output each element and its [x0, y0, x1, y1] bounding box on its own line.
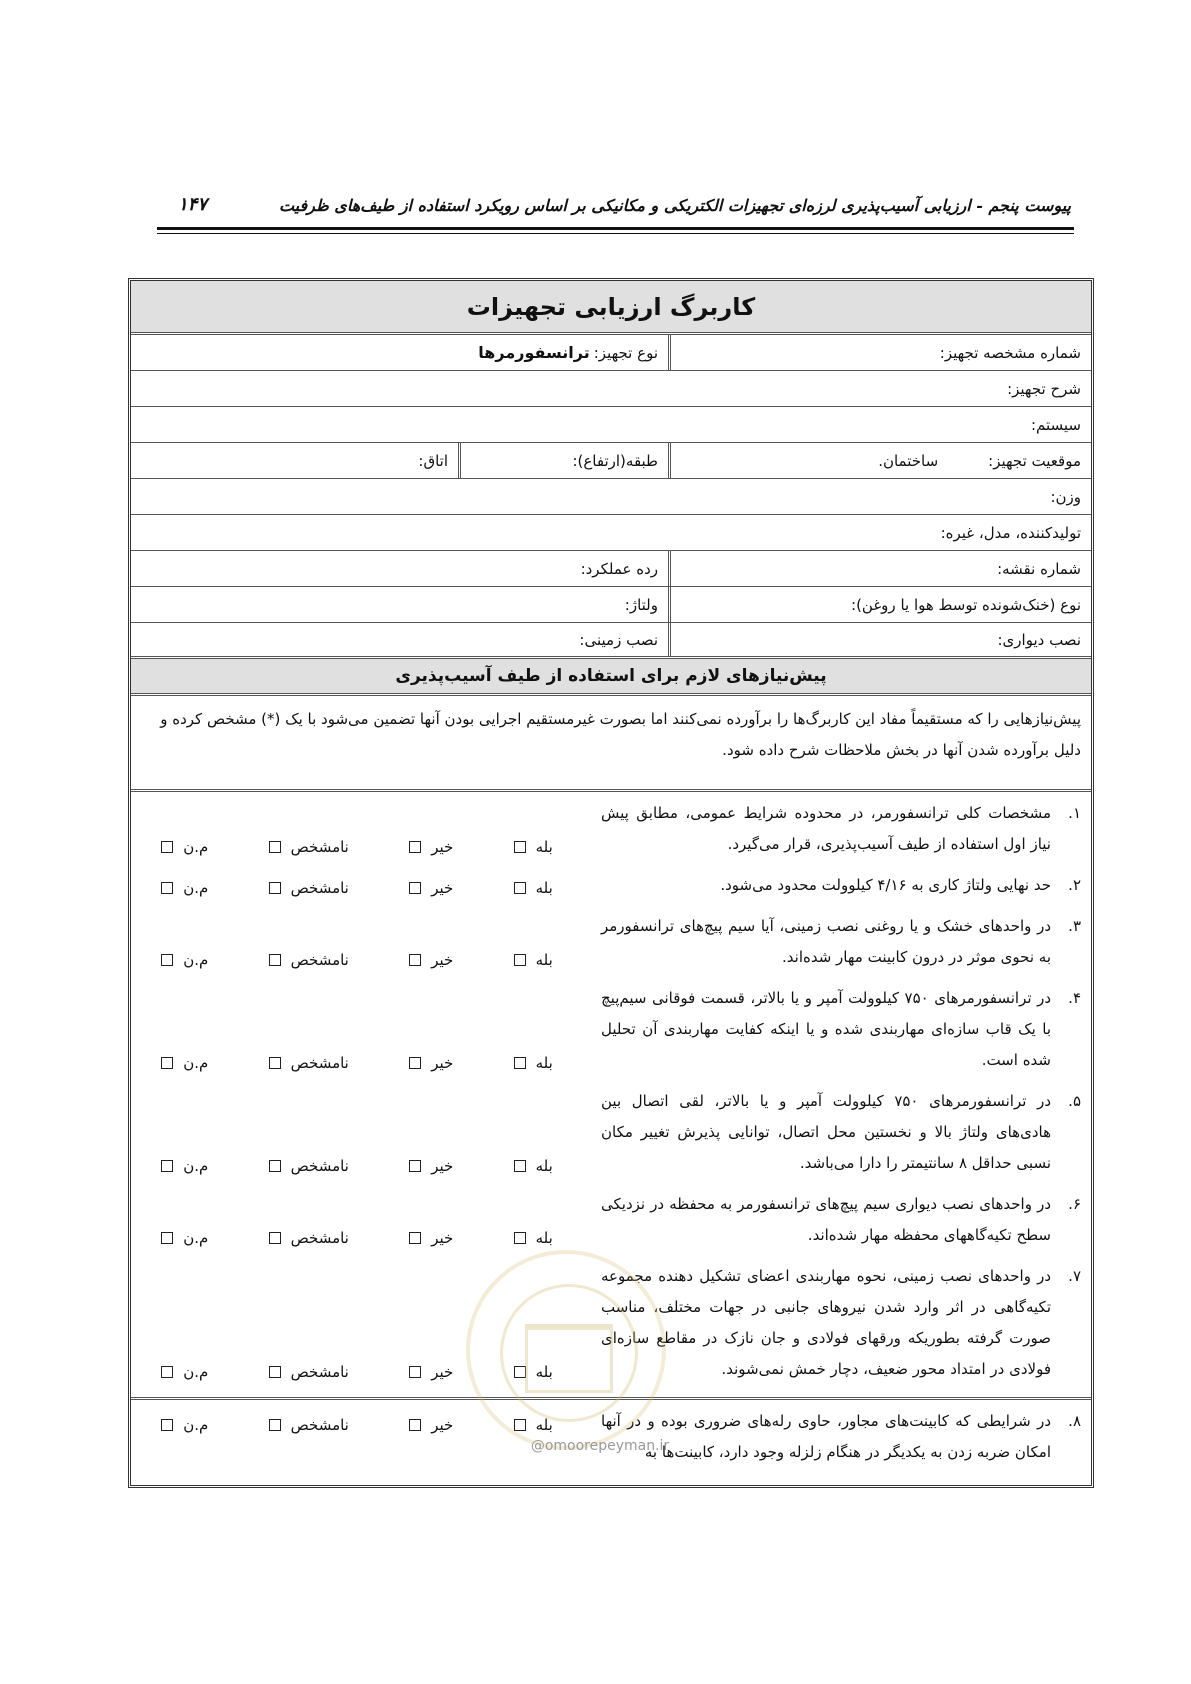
- option-label: نامشخص: [290, 1157, 349, 1175]
- checkbox-no[interactable]: [409, 1057, 421, 1069]
- checkbox-unknown[interactable]: [269, 1232, 281, 1244]
- manufacturer-field[interactable]: تولیدکننده، مدل، غیره:: [940, 523, 1081, 542]
- checkbox-na[interactable]: [161, 1057, 173, 1069]
- section-title: پیش‌نیازهای لازم برای استفاده از طیف آسیب‌پذیری: [131, 659, 1091, 693]
- option-label: م.ن: [183, 1363, 209, 1381]
- item-question: [591, 1183, 1091, 1255]
- option-label: نامشخص: [290, 879, 349, 897]
- option-unknown[interactable]: [269, 838, 349, 856]
- footer-watermark: @omoorepeyman.ir: [530, 1438, 670, 1454]
- item-number: ۵.: [1068, 1092, 1081, 1110]
- item-options: [131, 1080, 591, 1183]
- item-question: [591, 792, 1091, 864]
- checkbox-na[interactable]: [161, 1366, 173, 1378]
- checkbox-unknown[interactable]: [269, 1160, 281, 1172]
- option-label: نامشخص: [290, 1416, 349, 1434]
- building-label: ساختمان.: [878, 451, 939, 470]
- checkbox-no[interactable]: [409, 882, 421, 894]
- page-number: ۱۴۷: [178, 194, 208, 215]
- item-number: ۴.: [1068, 989, 1081, 1007]
- checkbox-yes[interactable]: [514, 1232, 526, 1244]
- item-text: در واحدهای نصب زمینی، نحوه مهاربندی اعضای تشکیل دهنده مجموعه تکیه‌گاهی در اثر وارد شدن نیروهای جانبی در جهات مختلف، مناسب صورت گرفته بطوریکه ورقهای فولادی و جان نازک در مقاطع سازه‌ای فولادی در امتداد محور ضعیف، دچار خمش نمی‌شوند.: [601, 1267, 1051, 1378]
- option-yes[interactable]: [514, 879, 553, 897]
- option-label: خیر: [431, 1157, 454, 1175]
- item-question: [591, 1400, 1091, 1472]
- option-label: نامشخص: [290, 838, 349, 856]
- checkbox-no[interactable]: [409, 1232, 421, 1244]
- option-unknown[interactable]: [269, 1229, 349, 1247]
- drawing-no-field[interactable]: شماره نقشه:: [997, 559, 1081, 578]
- checkbox-na[interactable]: [161, 841, 173, 853]
- running-header: پیوست پنجم - ارزیابی آسیب‌پذیری لرزه‌ای تجهیزات الکتریکی و مکانیکی بر اساس رویکرد استفاده از طیف‌های ظرفیت: [278, 196, 1071, 215]
- system-field[interactable]: سیستم:: [1030, 415, 1081, 434]
- header-rule-thin: [157, 233, 1074, 234]
- option-yes[interactable]: [514, 838, 553, 856]
- option-label: بله: [535, 1229, 553, 1247]
- option-label: خیر: [431, 838, 454, 856]
- row-drawing: [131, 551, 1091, 587]
- option-label: بله: [535, 1363, 553, 1381]
- checkbox-no[interactable]: [409, 1160, 421, 1172]
- item-question: [591, 864, 1091, 905]
- checkbox-no[interactable]: [409, 841, 421, 853]
- checkbox-unknown[interactable]: [269, 841, 281, 853]
- prerequisite-note: پیش‌نیازهایی را که مستقیماً مفاد این کاربرگ‌ها را برآورده نمی‌کنند اما بصورت غیرمستقیم اجرایی بودن آنها تضمین می‌شود با یک (*) مشخص کرده و دلیل برآورده شدن آنها در بخش ملاحظات شرح داده شود.: [131, 696, 1091, 792]
- option-label: نامشخص: [290, 1054, 349, 1072]
- option-unknown[interactable]: [269, 1416, 349, 1434]
- option-unknown[interactable]: [269, 1363, 349, 1381]
- weight-field[interactable]: وزن:: [1050, 487, 1081, 506]
- row-location: [131, 443, 1091, 479]
- option-label: خیر: [431, 951, 454, 969]
- item-options: [131, 977, 591, 1080]
- option-label: م.ن: [183, 838, 209, 856]
- item-text: حد نهایی ولتاژ کاری به ۴/۱۶ کیلوولت محدود می‌شود.: [720, 876, 1051, 894]
- cooling-type-field[interactable]: نوع (خنک‌شونده توسط هوا یا روغن):: [851, 595, 1081, 614]
- checkbox-yes[interactable]: [514, 1160, 526, 1172]
- item-number: ۲.: [1068, 876, 1081, 894]
- option-yes[interactable]: [514, 951, 553, 969]
- item-text: در واحدهای خشک و یا روغنی نصب زمینی، آیا سیم پیچ‌های ترانسفورمر به نحوی موثر در درون کابینت مهار شده‌اند.: [601, 917, 1051, 966]
- option-na[interactable]: [161, 1363, 208, 1381]
- checkbox-na[interactable]: [161, 1419, 173, 1431]
- item-number: ۸.: [1068, 1412, 1081, 1430]
- option-unknown[interactable]: [269, 1054, 349, 1072]
- description-field[interactable]: شرح تجهیز:: [1007, 379, 1081, 398]
- form-title-row: [131, 281, 1091, 335]
- checkbox-yes[interactable]: [514, 954, 526, 966]
- option-label: م.ن: [183, 1229, 209, 1247]
- item-options: [131, 905, 591, 977]
- checklist-item: [131, 905, 1091, 977]
- item-options: [131, 1183, 591, 1255]
- option-no[interactable]: [409, 1363, 453, 1381]
- row-mount: [131, 623, 1091, 659]
- option-no[interactable]: [409, 838, 453, 856]
- option-na[interactable]: [161, 1416, 208, 1434]
- location-field[interactable]: [671, 443, 1091, 478]
- row-manufacturer: [131, 515, 1091, 551]
- option-unknown[interactable]: [269, 951, 349, 969]
- item-text: در شرایطی که کابینت‌های مجاور، حاوی رله‌های ضروری بوده و در آنها امکان ضربه زدن به یکدیگر در هنگام زلزله وجود دارد، کابینت‌ها به: [601, 1412, 1051, 1461]
- section-title-row: [131, 659, 1091, 696]
- equip-type-value: ترانسفورمرها: [478, 343, 590, 362]
- checkbox-yes[interactable]: [514, 841, 526, 853]
- option-label: خیر: [431, 1416, 454, 1434]
- option-label: م.ن: [183, 951, 209, 969]
- item-number: ۷.: [1068, 1267, 1081, 1285]
- header-rule: [157, 227, 1074, 230]
- location-label: موقعیت تجهیز:: [988, 451, 1081, 470]
- item-question: [591, 1080, 1091, 1183]
- checklist-item: [131, 864, 1091, 905]
- option-no[interactable]: [409, 1157, 453, 1175]
- item-text: مشخصات کلی ترانسفورمر، در محدوده شرایط عمومی، مطابق پیش نیاز اول استفاده از طیف آسیب‌پذیری، قرار می‌گیرد.: [601, 804, 1051, 853]
- checkbox-unknown[interactable]: [269, 1057, 281, 1069]
- checkbox-unknown[interactable]: [269, 1419, 281, 1431]
- checkbox-na[interactable]: [161, 1160, 173, 1172]
- option-label: نامشخص: [290, 1363, 349, 1381]
- option-yes[interactable]: [514, 1229, 553, 1247]
- option-label: خیر: [431, 1363, 454, 1381]
- option-no[interactable]: [409, 951, 453, 969]
- option-unknown[interactable]: [269, 879, 349, 897]
- option-no[interactable]: [409, 1416, 453, 1434]
- checklist-item: [131, 977, 1091, 1080]
- publisher-watermark-seal: [466, 1250, 666, 1450]
- option-label: بله: [535, 1157, 553, 1175]
- option-label: خیر: [431, 1229, 454, 1247]
- item-options: [131, 864, 591, 905]
- form-title: کاربرگ ارزیابی تجهیزات: [131, 281, 1091, 332]
- item-question: [591, 977, 1091, 1080]
- checkbox-no[interactable]: [409, 954, 421, 966]
- equip-type-label: نوع تجهیز:: [593, 343, 658, 362]
- checkbox-no[interactable]: [409, 1419, 421, 1431]
- option-no[interactable]: [409, 1229, 453, 1247]
- option-label: بله: [535, 879, 553, 897]
- option-label: بله: [535, 1054, 553, 1072]
- performance-class-field[interactable]: رده عملکرد:: [131, 551, 671, 586]
- item-question: [591, 905, 1091, 977]
- option-label: بله: [535, 1416, 553, 1434]
- floor-field[interactable]: طبقه(ارتفاع):: [461, 443, 671, 478]
- checkbox-unknown[interactable]: [269, 882, 281, 894]
- checklist-item: [131, 1183, 1091, 1255]
- item-number: ۳.: [1068, 917, 1081, 935]
- option-no[interactable]: [409, 879, 453, 897]
- checkbox-unknown[interactable]: [269, 954, 281, 966]
- checkbox-na[interactable]: [161, 954, 173, 966]
- room-label: اتاق:: [418, 451, 448, 470]
- item-text: در واحدهای نصب دیواری سیم پیچ‌های ترانسفورمر به محفظه در نزدیکی سطح تکیه‌گاههای محفظه مهار شده‌اند.: [601, 1195, 1051, 1244]
- option-label: بله: [535, 951, 553, 969]
- option-no[interactable]: [409, 1054, 453, 1072]
- option-label: خیر: [431, 879, 454, 897]
- voltage-field[interactable]: ولتاژ:: [131, 587, 671, 622]
- equip-type-field[interactable]: [131, 335, 671, 370]
- checkbox-unknown[interactable]: [269, 1366, 281, 1378]
- row-cooling: [131, 587, 1091, 623]
- row-description: [131, 371, 1091, 407]
- item-text: در ترانسفورمرهای ۷۵۰ کیلوولت آمپر و یا بالاتر، قسمت فوقانی سیم‌پیچ با یک قاب سازه‌ای مهاربندی شده و یا اینکه کفایت مهاربندی آن تحلیل شده است.: [601, 989, 1051, 1069]
- option-label: م.ن: [183, 1054, 209, 1072]
- option-label: نامشخص: [290, 951, 349, 969]
- checkbox-yes[interactable]: [514, 882, 526, 894]
- checklist-item: [131, 792, 1091, 864]
- option-na[interactable]: [161, 1054, 208, 1072]
- option-label: نامشخص: [290, 1229, 349, 1247]
- option-label: م.ن: [183, 1157, 209, 1175]
- item-number: ۱.: [1068, 804, 1081, 822]
- option-label: بله: [535, 838, 553, 856]
- checklist-item: [131, 1080, 1091, 1183]
- checkbox-na[interactable]: [161, 1232, 173, 1244]
- checkbox-na[interactable]: [161, 882, 173, 894]
- option-label: م.ن: [183, 879, 209, 897]
- option-unknown[interactable]: [269, 1157, 349, 1175]
- item-options: [131, 792, 591, 864]
- row-weight: [131, 479, 1091, 515]
- option-yes[interactable]: [514, 1054, 553, 1072]
- option-label: م.ن: [183, 1416, 209, 1434]
- room-field[interactable]: [131, 443, 461, 478]
- checkbox-yes[interactable]: [514, 1057, 526, 1069]
- item-question: [591, 1255, 1091, 1389]
- option-na[interactable]: [161, 838, 208, 856]
- row-system: [131, 407, 1091, 443]
- option-na[interactable]: [161, 1229, 208, 1247]
- option-na[interactable]: [161, 1157, 208, 1175]
- item-number: ۶.: [1068, 1195, 1081, 1213]
- item-text: در ترانسفورمرهای ۷۵۰ کیلوولت آمپر و یا بالاتر، لقی اتصال بین هادی‌های ولتاژ بالا و نخستین محل اتصال، توانایی پذیرش تغییر مکان نسبی حداقل ۸ سانتیمتر را دارا می‌باشد.: [601, 1092, 1051, 1172]
- row-id-type: [131, 335, 1091, 371]
- wall-mount-field[interactable]: نصب دیواری:: [997, 630, 1081, 649]
- equip-id-field[interactable]: شماره مشخصه تجهیز:: [939, 343, 1081, 362]
- option-yes[interactable]: [514, 1157, 553, 1175]
- floor-mount-field[interactable]: نصب زمینی:: [131, 623, 671, 656]
- option-na[interactable]: [161, 951, 208, 969]
- option-na[interactable]: [161, 879, 208, 897]
- checkbox-no[interactable]: [409, 1366, 421, 1378]
- option-label: خیر: [431, 1054, 454, 1072]
